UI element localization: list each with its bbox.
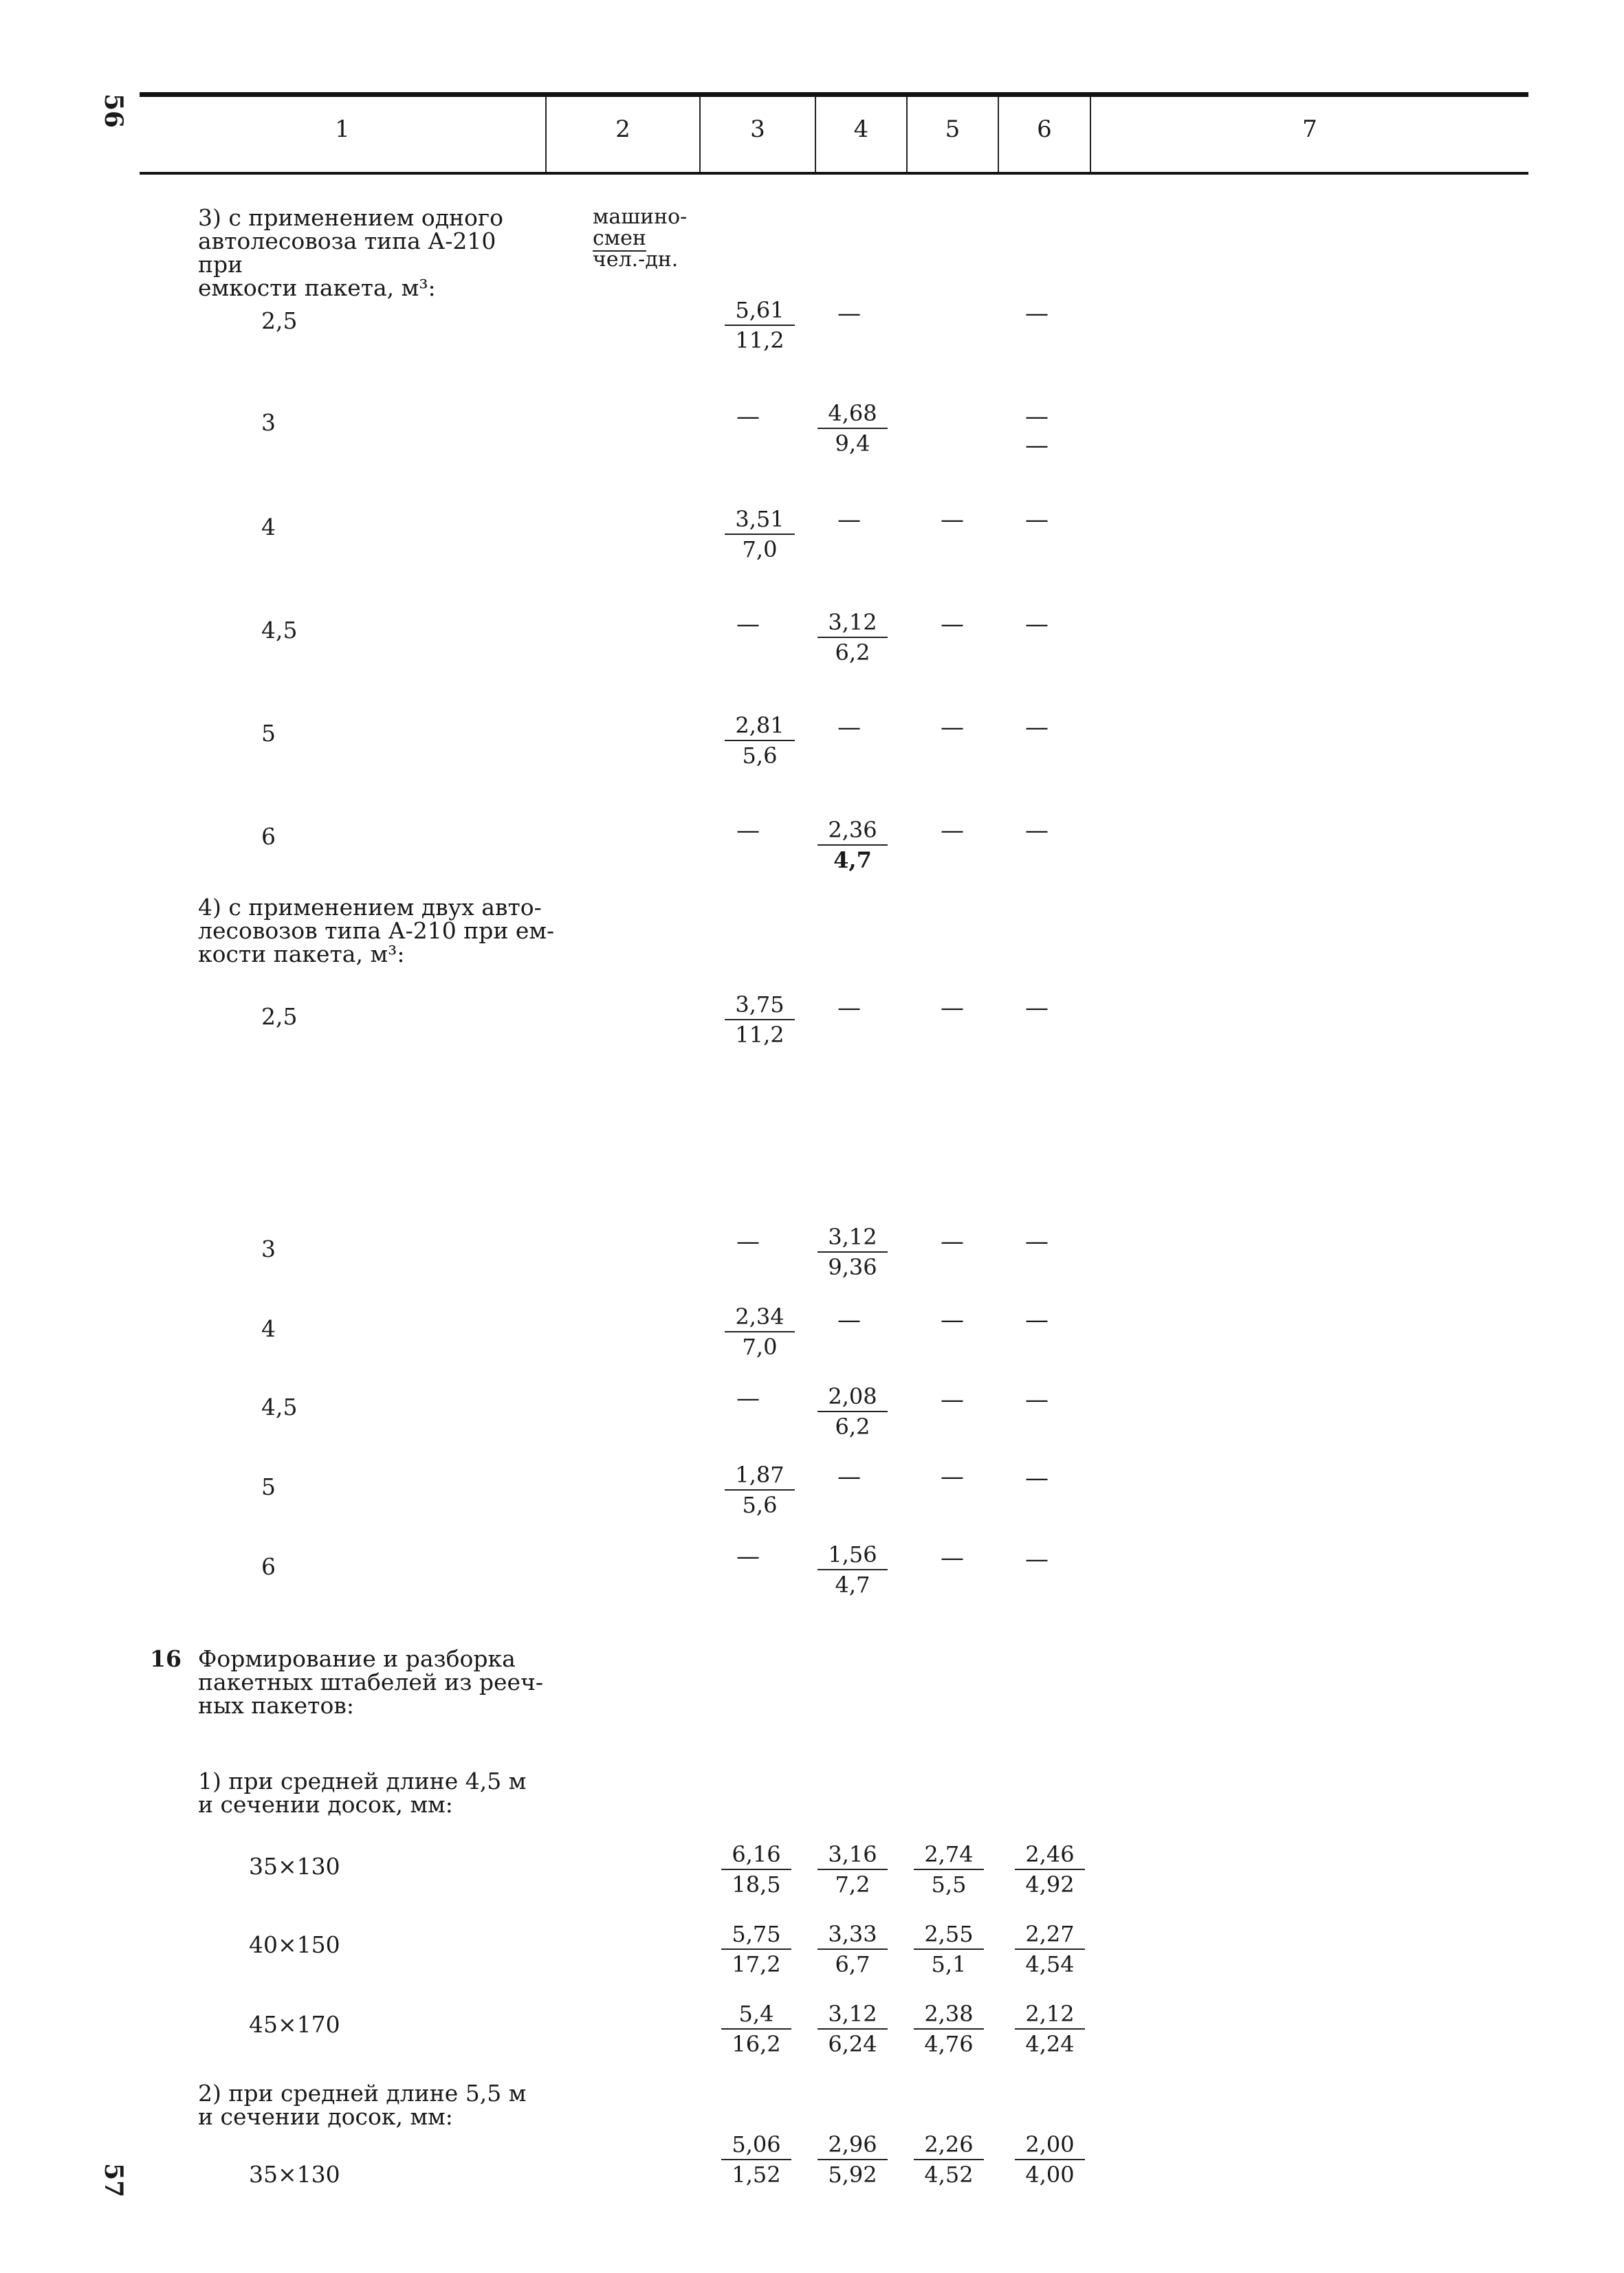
page-number-bottom: 57 [99,2162,129,2198]
value-c5: $\frac{2,38}{4,76}$ [904,1999,994,2058]
value-c5: $\frac{2,26}{4,52}$ [904,2130,994,2189]
dash-c5: — [941,1463,964,1491]
column-header-4: 4 [853,116,869,143]
dash-c4: — [837,300,861,327]
dash-c5: — [941,1228,964,1255]
dash-c5: — [941,1306,964,1334]
column-header-1: 1 [335,116,350,143]
column-header-2: 2 [615,116,630,143]
item-16-subsection-1-title: 1) при средней длине 4,5 м и сечении досок, мм: [198,1768,527,1818]
row-label: 35×130 [249,1853,340,1880]
value-c4: $\frac{3,33}{6,7}$ [808,1920,897,1979]
dash-c5: — [941,1386,964,1414]
value-c4: $\frac{3,12}{9,36}$ [808,1222,897,1282]
row-label: 4,5 [261,1394,298,1420]
row-label: 5 [261,720,276,747]
dash-c5: — [941,817,964,844]
value-c3: $\frac{6,16}{18,5}$ [712,1840,801,1899]
value-c3: $\frac{5,4}{16,2}$ [712,1999,801,2058]
row-label: 4 [261,514,276,540]
value-c6: $\frac{2,12}{4,24}$ [1005,1999,1095,2058]
dash-c6: — [1025,994,1049,1022]
dash-c3: — [736,1385,760,1412]
dash-c5: — [941,714,964,741]
dash-c6: — [1025,403,1049,430]
row-label: 2,5 [261,1003,298,1030]
row-label: 35×130 [249,2161,340,2188]
dash-c6: — [1025,817,1049,844]
value-c3: $\frac{3,75}{11,2}$ [715,990,804,1049]
section-4-title: 4) с применением двух авто- лесовозов типа А-210 при ем- кости пакета, м³: [198,894,555,967]
value-c6: $\frac{2,46}{4,92}$ [1005,1840,1095,1899]
dash-c6: — [1025,714,1049,741]
value-c4: $\frac{3,12}{6,2}$ [808,608,897,667]
page-number-top: 56 [99,93,129,129]
header-bottom-rule [140,172,1528,175]
row-label: 3 [261,409,276,436]
value-c3: $\frac{5,61}{11,2}$ [715,296,804,355]
dash-c6: — [1025,1306,1049,1334]
column-header-7: 7 [1302,116,1317,143]
column-header-3: 3 [750,116,765,143]
dash-c5: — [941,611,964,638]
dash-c6: — [1025,611,1049,638]
value-c4: $\frac{4,68}{9,4}$ [808,399,897,458]
dash-c5: — [941,994,964,1022]
section-3-title: 3) с применением одного автолесовоза типа А-210 при емкости пакета, м³: [198,204,504,301]
value-c4: $\frac{3,12}{6,24}$ [808,1999,897,2058]
item-16-title: Формирование и разборка пакетных штабелей из рееч- ных пакетов: [198,1645,544,1719]
dash-c4: — [837,994,861,1022]
row-label: 6 [261,823,276,850]
row-label: 2,5 [261,307,298,334]
row-label: 5 [261,1473,276,1500]
dash-c6: — [1025,1546,1049,1573]
column-header-6: 6 [1037,116,1052,143]
dash-c5: — [941,1544,964,1572]
dash-c6: — [1025,432,1049,459]
dash-c6: — [1025,1464,1049,1492]
value-c3: $\frac{5,06}{1,52}$ [712,2130,801,2189]
row-label: 4 [261,1315,276,1342]
value-c3: $\frac{2,81}{5,6}$ [715,711,804,770]
dash-c6: — [1025,1386,1049,1414]
row-label: 4,5 [261,617,298,644]
row-label: 45×170 [249,2011,340,2038]
unit-label: машино- смен чел.-дн. [593,205,688,272]
value-c4: $\frac{2,08}{6,2}$ [808,1382,897,1441]
item-number: 16 [150,1645,182,1672]
value-c4: $\frac{2,36}{4,7}$ [808,815,897,875]
value-c6: $\frac{2,27}{4,54}$ [1005,1920,1095,1979]
dash-c4: — [837,1463,861,1491]
row-label: 40×150 [249,1931,340,1958]
dash-c3: — [736,403,760,430]
dash-c3: — [736,1543,760,1570]
header-top-rule [140,92,1528,97]
value-c4: $\frac{3,16}{7,2}$ [808,1840,897,1899]
dash-c3: — [736,817,760,844]
value-c4: $\frac{1,56}{4,7}$ [808,1540,897,1599]
value-c6: $\frac{2,00}{4,00}$ [1005,2130,1095,2189]
value-c3: $\frac{2,34}{7,0}$ [715,1302,804,1361]
dash-c4: — [837,714,861,741]
dash-c4: — [837,506,861,534]
column-header-5: 5 [945,116,961,143]
row-label: 6 [261,1553,276,1580]
value-c4: $\frac{2,96}{5,92}$ [808,2130,897,2189]
dash-c3: — [736,611,760,638]
dash-c6: — [1025,1228,1049,1255]
value-c3: $\frac{5,75}{17,2}$ [712,1920,801,1979]
dash-c6: — [1025,506,1049,534]
value-c5: $\frac{2,74}{5,5}$ [904,1840,994,1899]
dash-c4: — [837,1306,861,1334]
value-c3: $\frac{3,51}{7,0}$ [715,505,804,564]
dash-c6: — [1025,300,1049,327]
item-16-subsection-2-title: 2) при средней длине 5,5 м и сечении досок, мм: [198,2080,527,2130]
dash-c5: — [941,506,964,534]
value-c5: $\frac{2,55}{5,1}$ [904,1920,994,1979]
dash-c3: — [736,1228,760,1255]
row-label: 3 [261,1236,276,1262]
value-c3: $\frac{1,87}{5,6}$ [715,1460,804,1519]
